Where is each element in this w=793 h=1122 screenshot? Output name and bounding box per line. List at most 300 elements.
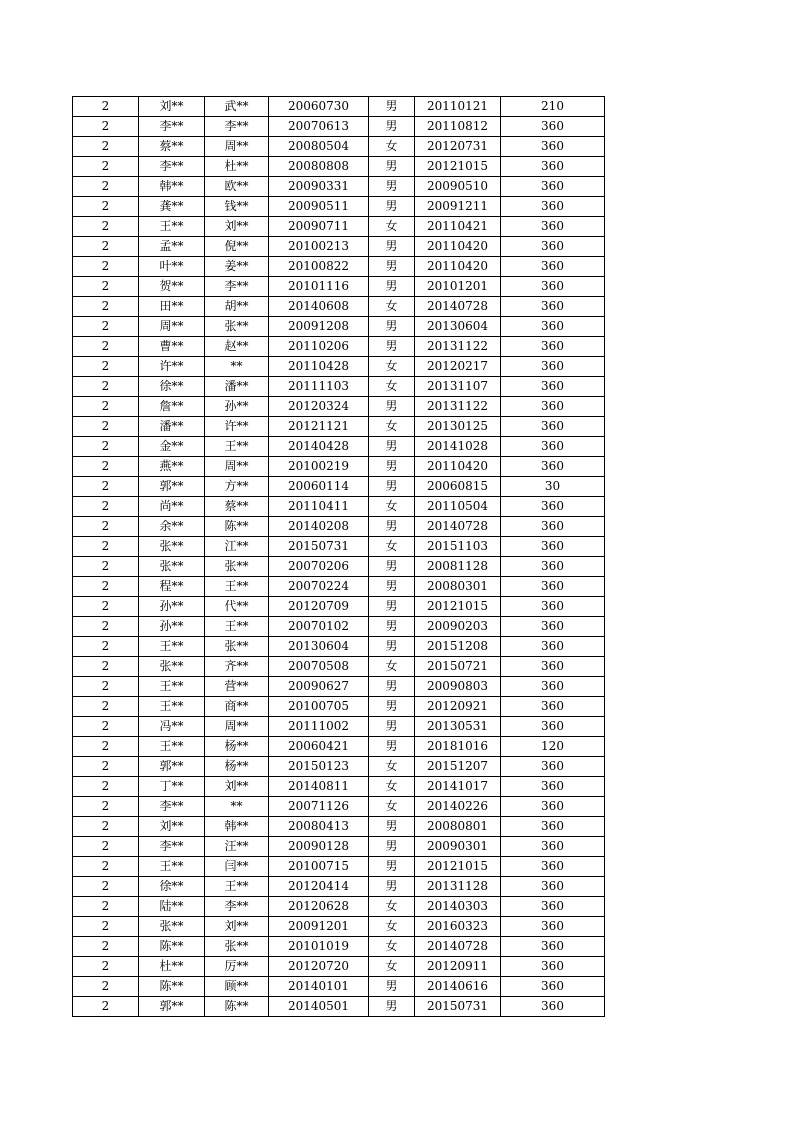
- date-cell: 20130604: [269, 637, 369, 657]
- date2-cell: 20110420: [415, 457, 501, 477]
- gender-cell: 男: [369, 157, 415, 177]
- date2-cell: 20110812: [415, 117, 501, 137]
- gender-cell: 女: [369, 497, 415, 517]
- days-cell: 360: [501, 277, 605, 297]
- name2-cell: 韩**: [205, 817, 269, 837]
- date-cell: 20120709: [269, 597, 369, 617]
- days-cell: 360: [501, 217, 605, 237]
- date-cell: 20071126: [269, 797, 369, 817]
- group-cell: 2: [73, 757, 139, 777]
- days-cell: 360: [501, 957, 605, 977]
- table-row: [73, 877, 605, 897]
- date-cell: 20070206: [269, 557, 369, 577]
- name2-cell: 倪**: [205, 237, 269, 257]
- name2-cell: 方**: [205, 477, 269, 497]
- date-cell: 20070102: [269, 617, 369, 637]
- group-cell: 2: [73, 357, 139, 377]
- name-cell: 许**: [139, 357, 205, 377]
- group-cell: 2: [73, 797, 139, 817]
- gender-cell: 男: [369, 637, 415, 657]
- date2-cell: 20141017: [415, 777, 501, 797]
- table-row: [73, 737, 605, 757]
- name2-cell: 胡**: [205, 297, 269, 317]
- days-cell: 360: [501, 937, 605, 957]
- table-row: [73, 817, 605, 837]
- days-cell: 360: [501, 877, 605, 897]
- gender-cell: 男: [369, 577, 415, 597]
- name2-cell: 杨**: [205, 757, 269, 777]
- days-cell: 360: [501, 637, 605, 657]
- gender-cell: 男: [369, 397, 415, 417]
- name2-cell: 刘**: [205, 917, 269, 937]
- name2-cell: 王**: [205, 577, 269, 597]
- name-cell: 郭**: [139, 757, 205, 777]
- date-cell: 20110428: [269, 357, 369, 377]
- table-body: [73, 97, 605, 1017]
- days-cell: 360: [501, 577, 605, 597]
- date2-cell: 20121015: [415, 857, 501, 877]
- table-row: [73, 377, 605, 397]
- table-row: [73, 537, 605, 557]
- name2-cell: 张**: [205, 557, 269, 577]
- group-cell: 2: [73, 557, 139, 577]
- days-cell: 360: [501, 437, 605, 457]
- date-cell: 20101116: [269, 277, 369, 297]
- date2-cell: 20110121: [415, 97, 501, 117]
- date-cell: 20070613: [269, 117, 369, 137]
- name-cell: 余**: [139, 517, 205, 537]
- days-cell: 360: [501, 397, 605, 417]
- date-cell: 20111002: [269, 717, 369, 737]
- date2-cell: 20131107: [415, 377, 501, 397]
- name-cell: 王**: [139, 677, 205, 697]
- table-row: [73, 437, 605, 457]
- name2-cell: 商**: [205, 697, 269, 717]
- name-cell: 蔡**: [139, 137, 205, 157]
- name2-cell: 李**: [205, 117, 269, 137]
- group-cell: 2: [73, 137, 139, 157]
- date-cell: 20110411: [269, 497, 369, 517]
- group-cell: 2: [73, 157, 139, 177]
- date2-cell: 20151103: [415, 537, 501, 557]
- date2-cell: 20110420: [415, 237, 501, 257]
- gender-cell: 女: [369, 957, 415, 977]
- table-row: [73, 597, 605, 617]
- group-cell: 2: [73, 577, 139, 597]
- gender-cell: 男: [369, 877, 415, 897]
- date-cell: 20100705: [269, 697, 369, 717]
- date-cell: 20091208: [269, 317, 369, 337]
- gender-cell: 男: [369, 817, 415, 837]
- date-cell: 20100715: [269, 857, 369, 877]
- date2-cell: 20150721: [415, 657, 501, 677]
- table-row: [73, 357, 605, 377]
- date-cell: 20120628: [269, 897, 369, 917]
- name-cell: 李**: [139, 157, 205, 177]
- days-cell: 360: [501, 977, 605, 997]
- table-row: [73, 117, 605, 137]
- date-cell: 20080413: [269, 817, 369, 837]
- days-cell: 360: [501, 657, 605, 677]
- table-row: [73, 897, 605, 917]
- name-cell: 周**: [139, 317, 205, 337]
- date-cell: 20121121: [269, 417, 369, 437]
- name2-cell: 王**: [205, 617, 269, 637]
- name2-cell: 孙**: [205, 397, 269, 417]
- days-cell: 360: [501, 917, 605, 937]
- date-cell: 20110206: [269, 337, 369, 357]
- table-row: [73, 397, 605, 417]
- name-cell: 徐**: [139, 377, 205, 397]
- group-cell: 2: [73, 237, 139, 257]
- name2-cell: 王**: [205, 877, 269, 897]
- gender-cell: 男: [369, 557, 415, 577]
- days-cell: 360: [501, 137, 605, 157]
- name2-cell: 闫**: [205, 857, 269, 877]
- gender-cell: 男: [369, 257, 415, 277]
- date2-cell: 20140728: [415, 297, 501, 317]
- date-cell: 20140608: [269, 297, 369, 317]
- table-row: [73, 697, 605, 717]
- date2-cell: 20121015: [415, 157, 501, 177]
- days-cell: 360: [501, 617, 605, 637]
- name-cell: 郭**: [139, 477, 205, 497]
- date2-cell: 20091211: [415, 197, 501, 217]
- days-cell: 360: [501, 797, 605, 817]
- group-cell: 2: [73, 597, 139, 617]
- group-cell: 2: [73, 657, 139, 677]
- date2-cell: 20140728: [415, 937, 501, 957]
- days-cell: 360: [501, 597, 605, 617]
- name-cell: 潘**: [139, 417, 205, 437]
- days-cell: 360: [501, 557, 605, 577]
- name-cell: 冯**: [139, 717, 205, 737]
- name-cell: 金**: [139, 437, 205, 457]
- name2-cell: 武**: [205, 97, 269, 117]
- table-row: [73, 457, 605, 477]
- gender-cell: 男: [369, 737, 415, 757]
- name-cell: 龚**: [139, 197, 205, 217]
- group-cell: 2: [73, 97, 139, 117]
- days-cell: 360: [501, 817, 605, 837]
- date-cell: 20120414: [269, 877, 369, 897]
- days-cell: 360: [501, 157, 605, 177]
- table-row: [73, 617, 605, 637]
- table-row: [73, 557, 605, 577]
- name-cell: 丁**: [139, 777, 205, 797]
- table-row: [73, 517, 605, 537]
- table-row: [73, 777, 605, 797]
- gender-cell: 女: [369, 537, 415, 557]
- name2-cell: 姜**: [205, 257, 269, 277]
- name2-cell: 张**: [205, 637, 269, 657]
- date2-cell: 20140728: [415, 517, 501, 537]
- gender-cell: 男: [369, 977, 415, 997]
- date2-cell: 20151207: [415, 757, 501, 777]
- gender-cell: 男: [369, 617, 415, 637]
- name2-cell: 汪**: [205, 837, 269, 857]
- group-cell: 2: [73, 717, 139, 737]
- group-cell: 2: [73, 317, 139, 337]
- group-cell: 2: [73, 117, 139, 137]
- group-cell: 2: [73, 337, 139, 357]
- name2-cell: 周**: [205, 717, 269, 737]
- name2-cell: 许**: [205, 417, 269, 437]
- days-cell: 360: [501, 677, 605, 697]
- table-row: [73, 757, 605, 777]
- name2-cell: 周**: [205, 457, 269, 477]
- group-cell: 2: [73, 857, 139, 877]
- group-cell: 2: [73, 977, 139, 997]
- name-cell: 詹**: [139, 397, 205, 417]
- date-cell: 20090331: [269, 177, 369, 197]
- group-cell: 2: [73, 477, 139, 497]
- days-cell: 360: [501, 357, 605, 377]
- date-cell: 20090128: [269, 837, 369, 857]
- group-cell: 2: [73, 737, 139, 757]
- group-cell: 2: [73, 197, 139, 217]
- name-cell: 燕**: [139, 457, 205, 477]
- date2-cell: 20130531: [415, 717, 501, 737]
- group-cell: 2: [73, 277, 139, 297]
- group-cell: 2: [73, 617, 139, 637]
- name2-cell: 陈**: [205, 517, 269, 537]
- name2-cell: 欧**: [205, 177, 269, 197]
- gender-cell: 女: [369, 357, 415, 377]
- gender-cell: 男: [369, 457, 415, 477]
- table-row: [73, 657, 605, 677]
- date-cell: 20111103: [269, 377, 369, 397]
- date-cell: 20100213: [269, 237, 369, 257]
- table-row: [73, 937, 605, 957]
- days-cell: 360: [501, 997, 605, 1017]
- name2-cell: 刘**: [205, 777, 269, 797]
- days-cell: 210: [501, 97, 605, 117]
- gender-cell: 男: [369, 997, 415, 1017]
- gender-cell: 男: [369, 177, 415, 197]
- date2-cell: 20080301: [415, 577, 501, 597]
- days-cell: 360: [501, 257, 605, 277]
- group-cell: 2: [73, 497, 139, 517]
- date2-cell: 20131128: [415, 877, 501, 897]
- group-cell: 2: [73, 297, 139, 317]
- date2-cell: 20131122: [415, 397, 501, 417]
- date2-cell: 20130604: [415, 317, 501, 337]
- group-cell: 2: [73, 937, 139, 957]
- table-row: [73, 977, 605, 997]
- gender-cell: 女: [369, 377, 415, 397]
- date2-cell: 20140303: [415, 897, 501, 917]
- name-cell: 郭**: [139, 997, 205, 1017]
- date-cell: 20070508: [269, 657, 369, 677]
- date2-cell: 20130125: [415, 417, 501, 437]
- date2-cell: 20121015: [415, 597, 501, 617]
- name-cell: 李**: [139, 837, 205, 857]
- date-cell: 20090711: [269, 217, 369, 237]
- days-cell: 360: [501, 297, 605, 317]
- name-cell: 叶**: [139, 257, 205, 277]
- name-cell: 张**: [139, 917, 205, 937]
- gender-cell: 男: [369, 317, 415, 337]
- date-cell: 20091201: [269, 917, 369, 937]
- name2-cell: 王**: [205, 437, 269, 457]
- name-cell: 张**: [139, 537, 205, 557]
- table-row: [73, 577, 605, 597]
- date-cell: 20140811: [269, 777, 369, 797]
- gender-cell: 男: [369, 837, 415, 857]
- table-row: [73, 957, 605, 977]
- name2-cell: 顾**: [205, 977, 269, 997]
- table-row: [73, 797, 605, 817]
- gender-cell: 女: [369, 917, 415, 937]
- data-table: [72, 96, 605, 1017]
- date-cell: 20060730: [269, 97, 369, 117]
- name-cell: 陈**: [139, 977, 205, 997]
- gender-cell: 女: [369, 797, 415, 817]
- date-cell: 20070224: [269, 577, 369, 597]
- date2-cell: 20110421: [415, 217, 501, 237]
- date-cell: 20120720: [269, 957, 369, 977]
- date-cell: 20080504: [269, 137, 369, 157]
- group-cell: 2: [73, 777, 139, 797]
- gender-cell: 女: [369, 297, 415, 317]
- date2-cell: 20080801: [415, 817, 501, 837]
- name2-cell: 营**: [205, 677, 269, 697]
- gender-cell: 男: [369, 597, 415, 617]
- gender-cell: 女: [369, 757, 415, 777]
- group-cell: 2: [73, 377, 139, 397]
- gender-cell: 男: [369, 437, 415, 457]
- gender-cell: 男: [369, 697, 415, 717]
- days-cell: 360: [501, 537, 605, 557]
- table-row: [73, 317, 605, 337]
- date2-cell: 20160323: [415, 917, 501, 937]
- date2-cell: 20151208: [415, 637, 501, 657]
- name2-cell: 代**: [205, 597, 269, 617]
- days-cell: 360: [501, 117, 605, 137]
- name2-cell: 赵**: [205, 337, 269, 357]
- table-row: [73, 177, 605, 197]
- date2-cell: 20140616: [415, 977, 501, 997]
- table-row: [73, 497, 605, 517]
- date2-cell: 20081128: [415, 557, 501, 577]
- name-cell: 李**: [139, 117, 205, 137]
- gender-cell: 男: [369, 677, 415, 697]
- name2-cell: 李**: [205, 277, 269, 297]
- table-row: [73, 677, 605, 697]
- days-cell: 360: [501, 177, 605, 197]
- name-cell: 王**: [139, 637, 205, 657]
- table-row: [73, 997, 605, 1017]
- days-cell: 360: [501, 857, 605, 877]
- table-row: [73, 637, 605, 657]
- name-cell: 孟**: [139, 237, 205, 257]
- name-cell: 张**: [139, 657, 205, 677]
- date-cell: 20090511: [269, 197, 369, 217]
- table-row: [73, 417, 605, 437]
- name2-cell: 刘**: [205, 217, 269, 237]
- date2-cell: 20120731: [415, 137, 501, 157]
- name-cell: 刘**: [139, 817, 205, 837]
- date2-cell: 20110504: [415, 497, 501, 517]
- gender-cell: 男: [369, 517, 415, 537]
- name2-cell: 李**: [205, 897, 269, 917]
- name-cell: 孙**: [139, 597, 205, 617]
- date-cell: 20100219: [269, 457, 369, 477]
- name2-cell: 张**: [205, 317, 269, 337]
- date-cell: 20100822: [269, 257, 369, 277]
- table-row: [73, 337, 605, 357]
- group-cell: 2: [73, 517, 139, 537]
- group-cell: 2: [73, 877, 139, 897]
- name-cell: 王**: [139, 737, 205, 757]
- gender-cell: 男: [369, 117, 415, 137]
- table-row: [73, 197, 605, 217]
- date2-cell: 20060815: [415, 477, 501, 497]
- name2-cell: 杜**: [205, 157, 269, 177]
- name2-cell: **: [205, 357, 269, 377]
- date-cell: 20150731: [269, 537, 369, 557]
- name-cell: 贺**: [139, 277, 205, 297]
- date2-cell: 20140226: [415, 797, 501, 817]
- gender-cell: 女: [369, 937, 415, 957]
- date-cell: 20060114: [269, 477, 369, 497]
- name2-cell: 厉**: [205, 957, 269, 977]
- days-cell: 360: [501, 417, 605, 437]
- name-cell: 孙**: [139, 617, 205, 637]
- days-cell: 360: [501, 377, 605, 397]
- date-cell: 20080808: [269, 157, 369, 177]
- gender-cell: 男: [369, 277, 415, 297]
- table-row: [73, 717, 605, 737]
- days-cell: 360: [501, 837, 605, 857]
- group-cell: 2: [73, 257, 139, 277]
- group-cell: 2: [73, 537, 139, 557]
- days-cell: 360: [501, 337, 605, 357]
- name2-cell: 潘**: [205, 377, 269, 397]
- gender-cell: 男: [369, 857, 415, 877]
- date2-cell: 20090803: [415, 677, 501, 697]
- date2-cell: 20181016: [415, 737, 501, 757]
- name2-cell: 钱**: [205, 197, 269, 217]
- days-cell: 360: [501, 517, 605, 537]
- name-cell: 李**: [139, 797, 205, 817]
- date2-cell: 20090510: [415, 177, 501, 197]
- date2-cell: 20101201: [415, 277, 501, 297]
- group-cell: 2: [73, 697, 139, 717]
- date2-cell: 20110420: [415, 257, 501, 277]
- table-row: [73, 237, 605, 257]
- group-cell: 2: [73, 177, 139, 197]
- days-cell: 360: [501, 237, 605, 257]
- name-cell: 陆**: [139, 897, 205, 917]
- days-cell: 120: [501, 737, 605, 757]
- table-row: [73, 857, 605, 877]
- group-cell: 2: [73, 217, 139, 237]
- table-row: [73, 277, 605, 297]
- group-cell: 2: [73, 917, 139, 937]
- date-cell: 20140208: [269, 517, 369, 537]
- name-cell: 杜**: [139, 957, 205, 977]
- days-cell: 360: [501, 717, 605, 737]
- name-cell: 王**: [139, 857, 205, 877]
- days-cell: 360: [501, 777, 605, 797]
- name-cell: 王**: [139, 217, 205, 237]
- group-cell: 2: [73, 457, 139, 477]
- days-cell: 360: [501, 317, 605, 337]
- name2-cell: 陈**: [205, 997, 269, 1017]
- name-cell: 刘**: [139, 97, 205, 117]
